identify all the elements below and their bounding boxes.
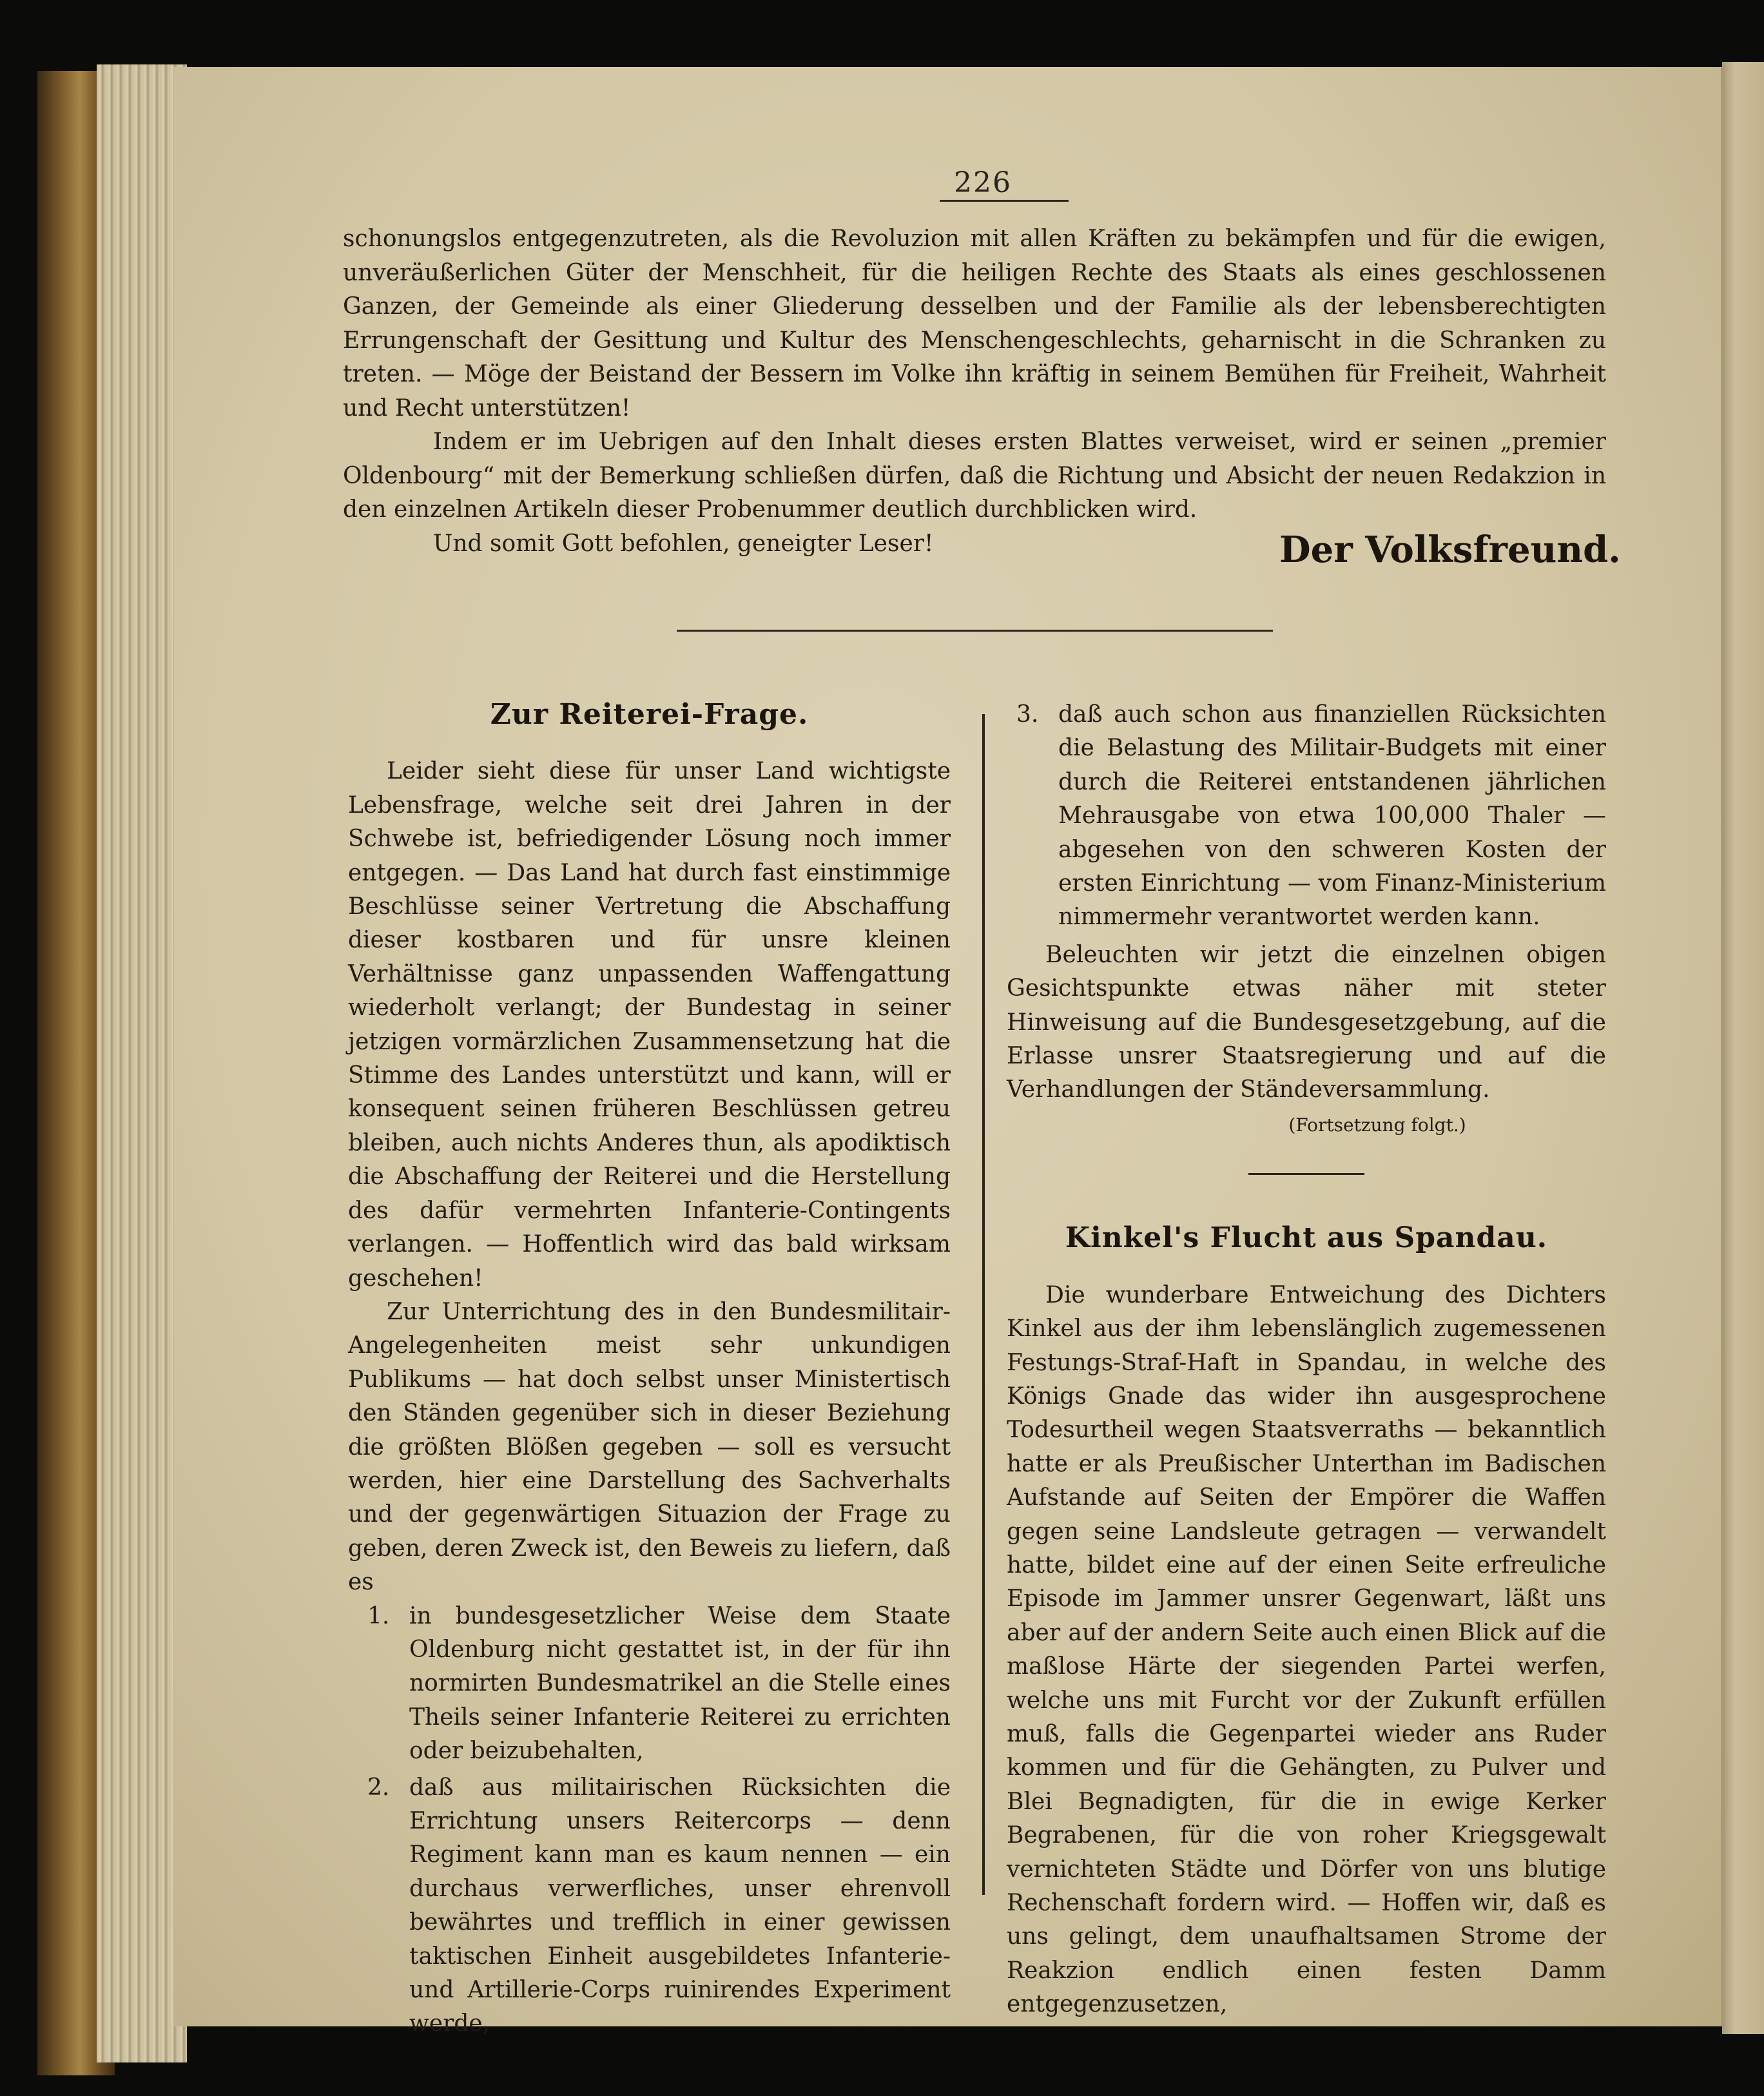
intro-paragraph: Und somit Gott befohlen, geneigter Leser! xyxy=(433,530,934,557)
intro-paragraph: schonungslos entgegenzutreten, als die Revoluzion mit allen Kräften zu bekämpfen und für die ewigen, unveräußerlichen Güter der Menschheit, für die heiligen Rechte des Staats als eines geschlossenen Ganzen, der Gemeinde als einer Gliederung desselben und der Familie als der lebensberechtigten Errungenschaft der Gesittung und Kultur des Menschengeschlechts, geharnischt in die Schranken zu treten. — Möge der Beistand der Bessern im Volke ihn kräftig in seinem Bemühen für Freiheit, Wahrheit und Recht unterstützen! xyxy=(343,226,1606,422)
article-title: Kinkel's Flucht aus Spandau. xyxy=(1065,1221,1548,1255)
adjacent-page-edge xyxy=(1722,62,1764,2034)
list-item xyxy=(348,1600,951,1769)
short-divider xyxy=(1248,1173,1364,1175)
list-item xyxy=(1007,698,1606,935)
intro-text xyxy=(343,222,1606,561)
right-column xyxy=(1007,698,1606,2022)
column-rule xyxy=(982,714,985,1895)
list-item-number: 3. xyxy=(1016,701,1039,728)
article-title: Zur Reiterei-Frage. xyxy=(490,698,809,731)
article-paragraph: Beleuchten wir jetzt die einzelnen obigen Gesichtspunkte etwas näher mit steter Hinweisung auf die Bundesgesetzgebung, auf die Erlasse unsrer Staatsregierung und auf die Verhandlungen der Ständeversammlung. xyxy=(1007,941,1606,1103)
signature: Der Volksfreund. xyxy=(1279,529,1621,571)
list-item-text: in bundesgesetzlicher Weise dem Staate Oldenburg nicht gestattet ist, in der für ihn normirten Bundesmatrikel an die Stelle eines Theils seiner Infanterie Reiterei zu errichten oder beizubehalten, xyxy=(409,1602,951,1765)
page-number: 226 xyxy=(954,166,1012,199)
article-paragraph: Zur Unterrichtung des in den Bundesmilitair-Angelegenheiten meist sehr unkundigen Publikums — hat doch selbst unser Ministertisch den Ständen gegenüber sich in dieser Beziehung die größten Blößen gegeben — soll es versucht werden, hier eine Darstellung des Sachverhalts und der gegenwärtigen Situazion der Frage zu geben, deren Zweck ist, den Beweis zu liefern, daß es xyxy=(348,1298,951,1596)
section-divider xyxy=(677,630,1273,632)
list-item xyxy=(348,1771,951,2041)
intro-paragraph: Indem er im Uebrigen auf den Inhalt dieses ersten Blattes verweiset, wird er seinen „premier Oldenbourg“ mit der Bemerkung schließen dürfen, daß die Richtung und Absicht der neuen Redakzion in den einzelnen Artikeln dieser Probenummer deutlich durchblicken wird. xyxy=(343,429,1606,523)
list-item-number: 2. xyxy=(367,1774,390,1801)
list-item-number: 1. xyxy=(367,1602,390,1629)
article-paragraph: Leider sieht diese für unser Land wichtigste Lebensfrage, welche seit drei Jahren in der Schwebe ist, befriedigender Lösung noch immer entgegen. — Das Land hat durch fast einstimmige Beschlüsse seiner Vertretung die Abschaffung dieser kostbaren und für unsre kleinen Verhältnisse ganz unpassenden Waffengattung wiederholt verlangt; der Bundestag in seiner jetzigen vormärzlichen Zusammensetzung hat die Stimme des Landes unterstützt und kann, will er konsequent seinen früheren Beschlüssen getreu bleiben, auch nichts Anderes thun, als apodiktisch die Abschaffung der Reiterei und die Herstellung des dafür vermehrten Infanterie-Contingents verlangen. — Hoffentlich wird das bald wirksam geschehen! xyxy=(348,758,951,1292)
left-column xyxy=(348,698,951,2041)
list-item-text: daß auch schon aus finanziellen Rücksichten die Belastung des Militair-Budgets mit einer durch die Reiterei entstandenen jährlichen Mehrausgabe von etwa 100,000 Thaler — abgesehen von den schweren Kosten der ersten Einrichtung — vom Finanz-Ministerium nimmermehr verantwortet werden kann. xyxy=(1058,701,1606,931)
continued-note: (Fortsetzung folgt.) xyxy=(1288,1114,1466,1136)
page-edges xyxy=(97,64,187,2062)
page-number-rule xyxy=(940,200,1069,202)
list-item-text: daß aus militairischen Rücksichten die Errichtung unsers Reitercorps — denn Regiment kann man es kaum nennen — ein durchaus verwerfliches, unser ehrenvoll bewährtes und trefflich in einer gewissen taktischen Einheit ausgebildetes Infanterie- und Artillerie-Corps ruinirendes Experiment werde, xyxy=(409,1774,951,2037)
article-paragraph: Die wunderbare Entweichung des Dichters Kinkel aus der ihm lebenslänglich zugemessenen Festungs-Straf-Haft in Spandau, in welche des Königs Gnade das wider ihn ausgesprochene Todesurtheil wegen Staatsverraths — bekanntlich hatte er als Preußischer Unterthan im Badischen Aufstande auf Seiten der Empörer die Waffen gegen seine Landsleute getragen — verwandelt hatte, bildet eine auf der einen Seite erfreuliche Episode im Jammer unsrer Gegenwart, läßt uns aber auf der andern Seite auch einen Blick auf die maßlose Härte der siegenden Partei werfen, welche uns mit Furcht vor der Zukunft erfüllen muß, falls die Gegenpartei wieder ans Ruder kommen und für die Gehängten, zu Pulver und Blei Begnadigten, für die in ewige Kerker Begrabenen, für die von roher Kriegsgewalt vernichteten Städte und Dörfer von uns blutige Rechenschaft fordern wird. — Hoffen wir, daß es uns gelingt, dem unaufhaltsamen Strome der Reakzion endlich einen festen Damm entgegenzusetzen, xyxy=(1007,1281,1606,2018)
